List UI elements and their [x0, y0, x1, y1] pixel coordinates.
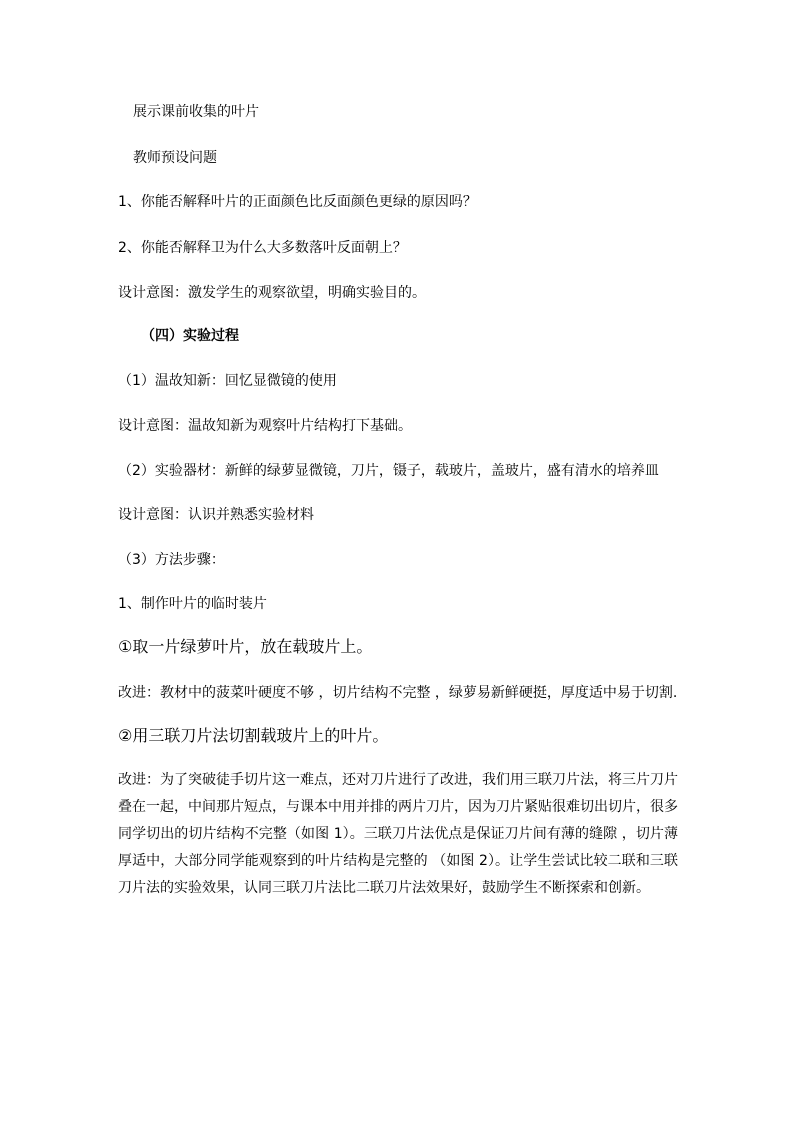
text-line-question-2: 2、你能否解释卫为什么大多数落叶反面朝上？: [118, 240, 407, 256]
text-line-improvement-1: 改进：教材中的菠菜叶硬度不够 ，切片结构不完整 ，绿萝易新鲜硬挺，厚度适中易于切割.: [118, 685, 678, 701]
text-paragraph-improvement-2: 改进：为了突破徒手切片这一难点，还对刀片进行了改进，我们用三联刀片法，将三片刀片叠在一起，中间那片短点，与课本中用并排的两片刀片，因为刀片紧贴很难切出切片，很多同学切出的切片结构不完整（如图 1）。三联刀片法优点是保证刀片间有薄的缝隙 ，切片薄厚适中，大部分同学能观察到的叶片结构是完整的 （如图 2）。让学生尝试比较二联和三联刀片法的实验效果，认同三联刀片法比二联刀片法效果好，鼓励学生不断探索和创新。: [118, 772, 678, 896]
text-line-design-intent-1: 设计意图：激发学生的观察欲望，明确实验目的。: [118, 285, 426, 301]
text-line-make-slide: 1、制作叶片的临时装片: [118, 596, 267, 612]
text-line-show-leaves: 展示课前收集的叶片: [133, 104, 259, 120]
text-line-design-intent-2: 设计意图：温故知新为观察叶片结构打下基础。: [118, 418, 412, 434]
section-heading-experiment-process: （四）实验过程: [141, 328, 239, 344]
text-line-step-1: （1）温故知新：回忆显微镜的使用: [118, 373, 337, 389]
text-line-step-2-equipment: （2）实验器材：新鲜的绿萝显微镜，刀片，镊子，载玻片，盖玻片，盛有清水的培养皿: [118, 463, 659, 479]
text-line-teacher-questions: 教师预设问题: [133, 150, 217, 166]
text-line-substep-1: ①取一片绿萝叶片，放在载玻片上。: [118, 637, 373, 656]
text-line-step-3-methods: （3）方法步骤：: [118, 552, 225, 568]
text-line-question-1: 1、你能否解释叶片的正面颜色比反面颜色更绿的原因吗？: [118, 194, 477, 210]
text-line-design-intent-3: 设计意图：认识并熟悉实验材料: [118, 507, 314, 523]
text-line-substep-2: ②用三联刀片法切割载玻片上的叶片。: [118, 726, 389, 745]
